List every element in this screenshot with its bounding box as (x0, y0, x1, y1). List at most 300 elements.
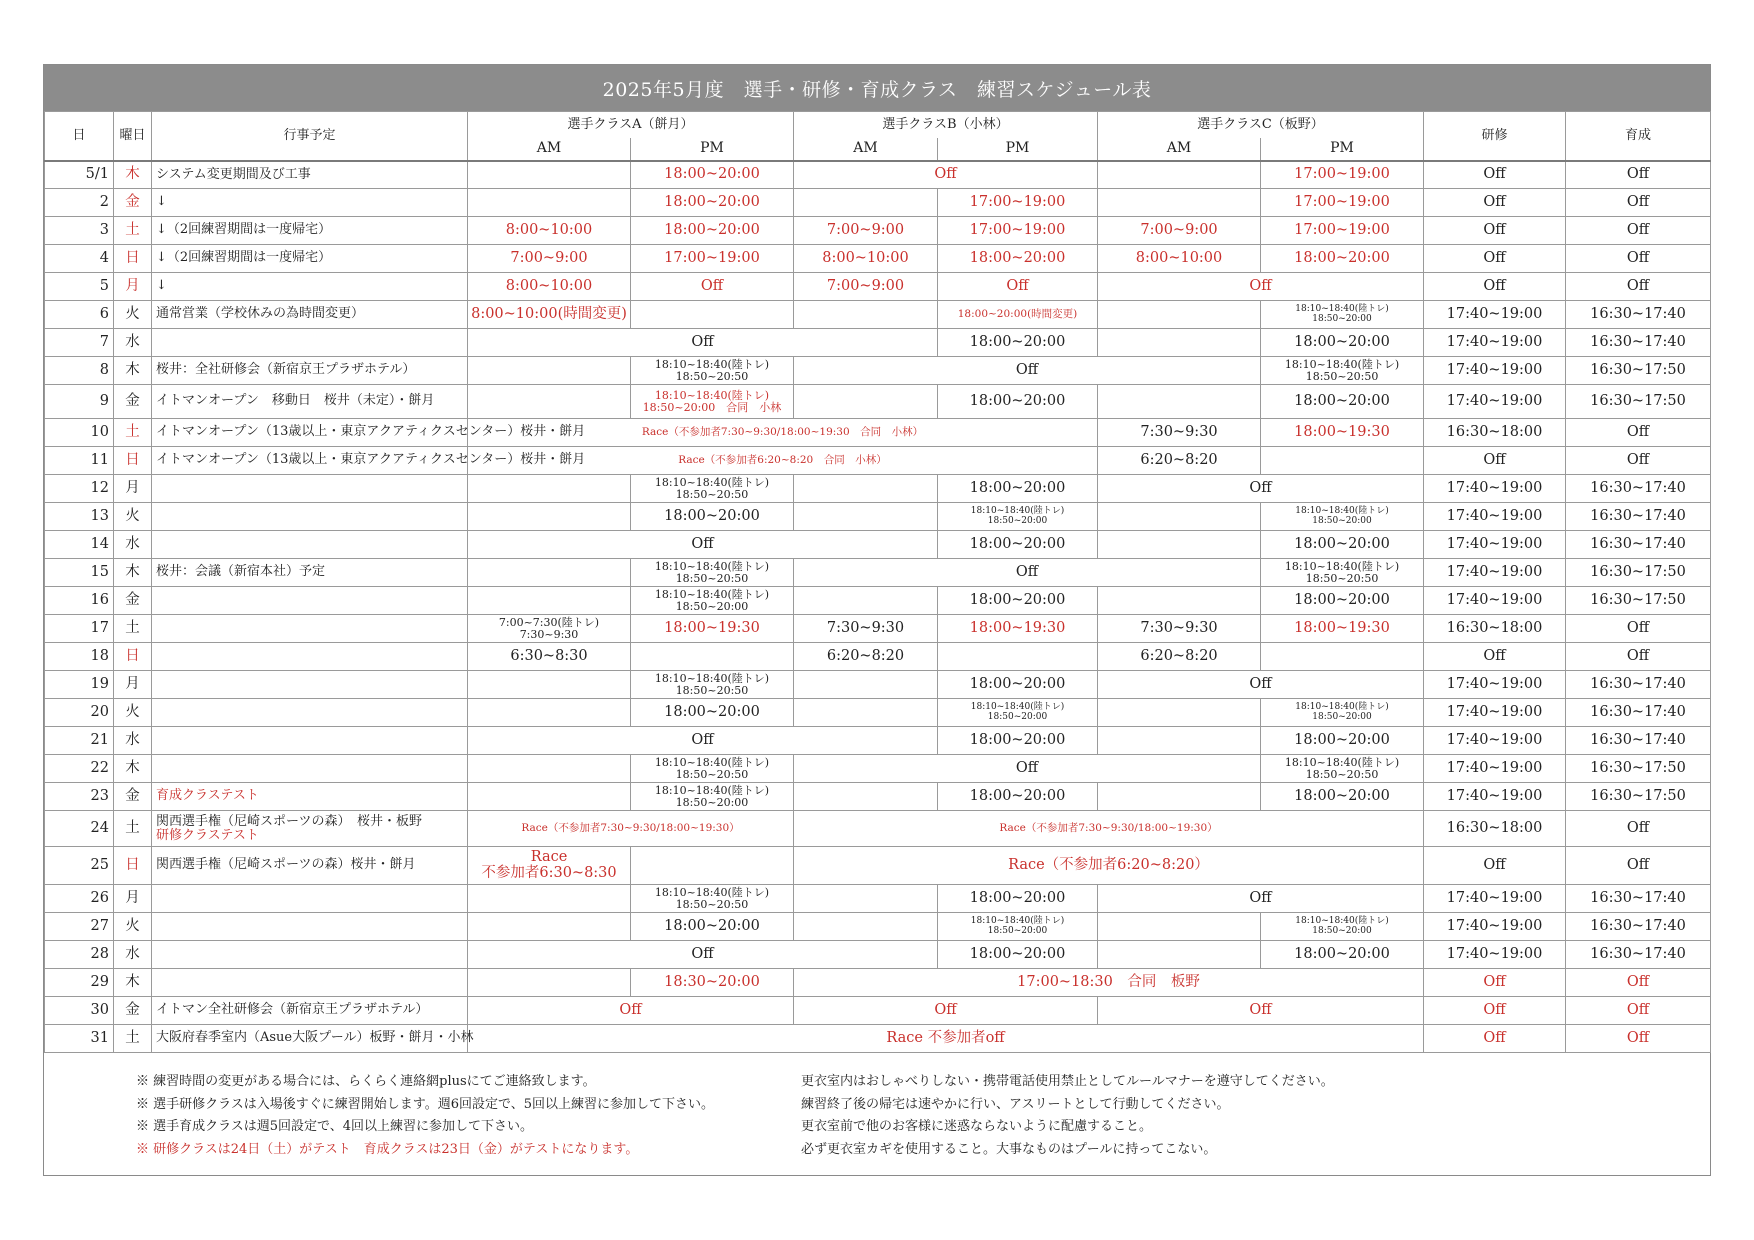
cell-c-am (1098, 913, 1261, 941)
cell-development: Off (1566, 273, 1711, 301)
cell-training: 17:40~19:00 (1424, 913, 1566, 941)
table-row (45, 969, 1711, 997)
cell-training: 17:40~19:00 (1424, 475, 1566, 503)
cell-line: 18:10~18:40(陸トレ) (1295, 506, 1389, 517)
table-row (45, 217, 1711, 245)
cell-event: ↓ (152, 189, 468, 217)
header-a-am: AM (468, 138, 631, 161)
table-header (45, 112, 1711, 161)
notes-section (44, 1065, 1710, 1175)
cell-a-am (468, 475, 631, 503)
cell-weekday: 木 (114, 755, 152, 783)
cell-training: 17:40~19:00 (1424, 559, 1566, 587)
cell-b-am (794, 475, 938, 503)
cell-weekday: 月 (114, 885, 152, 913)
cell-development: 16:30~17:40 (1566, 475, 1711, 503)
page-title: 2025年5月度 選手・研修・育成クラス 練習スケジュール表 (44, 65, 1710, 111)
cell-b-pm: 18:00~19:30 (938, 615, 1098, 643)
cell-day: 16 (45, 587, 114, 615)
cell-development: 16:30~17:40 (1566, 727, 1711, 755)
cell-day: 8 (45, 357, 114, 385)
cell-event (152, 699, 468, 727)
cell-a-am (468, 559, 631, 587)
cell-weekday: 金 (114, 189, 152, 217)
cell-c-am (1098, 941, 1261, 969)
cell-b-pm: 18:00~20:00 (938, 329, 1098, 357)
cell-development: Off (1566, 245, 1711, 273)
cell-weekday: 土 (114, 419, 152, 447)
cell-a-am (468, 699, 631, 727)
cell-day: 31 (45, 1025, 114, 1053)
cell-day: 14 (45, 531, 114, 559)
cell-weekday: 土 (114, 1025, 152, 1053)
cell-a-pm (631, 671, 794, 699)
cell-line: 18:10~18:40(陸トレ) (970, 506, 1065, 517)
cell-line: 18:10~18:40(陸トレ) (1284, 559, 1400, 573)
cell-c-pm: 17:00~19:00 (1261, 217, 1424, 245)
cell-line: 18:50~20:50 (675, 897, 749, 911)
cell-b-pm: 18:00~20:00 (938, 783, 1098, 811)
cell-line: 18:50~20:00 (1312, 515, 1372, 526)
cell-a-pm (631, 385, 794, 419)
cell-c-am (1098, 503, 1261, 531)
cell-a-pm (631, 643, 794, 671)
cell-training: Off (1424, 245, 1566, 273)
cell-line: 18:50~20:50 (675, 369, 749, 383)
table-row (45, 913, 1711, 941)
cell-weekday: 金 (114, 783, 152, 811)
cell-c-pm: 18:00~20:00 (1261, 245, 1424, 273)
cell-weekday: 月 (114, 475, 152, 503)
header-class-a: 選手クラスA（餅月） (468, 112, 794, 138)
cell-a-am: 8:00~10:00(時間変更) (468, 301, 631, 329)
cell-line: 7:00~7:30(陸トレ) (498, 615, 600, 629)
cell-a-pm: 18:00~20:00 (631, 161, 794, 189)
cell-c-am (1098, 329, 1261, 357)
cell-development: 16:30~17:40 (1566, 941, 1711, 969)
cell-a-pm: 18:30~20:00 (631, 969, 794, 997)
header-training: 研修 (1424, 112, 1566, 161)
cell-c-pm (1261, 643, 1424, 671)
header-development: 育成 (1566, 112, 1711, 161)
cell-b-pm (938, 643, 1098, 671)
cell-line: 18:10~18:40(陸トレ) (654, 587, 770, 601)
cell-race: Race（不参加者7:30~9:30/18:00~19:30 合同 小林） (468, 419, 1098, 447)
cell-c-am (1098, 587, 1261, 615)
cell-day: 11 (45, 447, 114, 475)
cell-weekday: 日 (114, 447, 152, 475)
cell-c-pm (1261, 503, 1424, 531)
cell-a-am (468, 885, 631, 913)
cell-training: 17:40~19:00 (1424, 885, 1566, 913)
cell-day: 29 (45, 969, 114, 997)
cell-day: 17 (45, 615, 114, 643)
cell-event (152, 671, 468, 699)
cell-line: 18:50~20:50 (675, 767, 749, 781)
cell-weekday: 木 (114, 357, 152, 385)
cell-a-pm (631, 301, 794, 329)
table-row (45, 559, 1711, 587)
cell-b-am (794, 385, 938, 419)
cell-development: Off (1566, 447, 1711, 475)
cell-event: 育成クラステスト (152, 783, 468, 811)
cell-day: 27 (45, 913, 114, 941)
cell-event (152, 755, 468, 783)
cell-c-merged: Off (1098, 997, 1424, 1025)
cell-a-pm: 18:00~20:00 (631, 217, 794, 245)
cell-day: 20 (45, 699, 114, 727)
cell-line: 18:50~20:50 (1305, 571, 1379, 585)
cell-event (152, 475, 468, 503)
cell-a-am (468, 969, 631, 997)
cell-event: 桜井：会議（新宿本社）予定 (152, 559, 468, 587)
table-row (45, 419, 1711, 447)
cell-day: 12 (45, 475, 114, 503)
cell-b-am (794, 913, 938, 941)
cell-line: 18:10~18:40(陸トレ) (654, 755, 770, 769)
cell-a-pm: 18:00~20:00 (631, 503, 794, 531)
cell-training: Off (1424, 189, 1566, 217)
cell-b-pm: Off (938, 273, 1098, 301)
cell-weekday: 金 (114, 587, 152, 615)
cell-line: 18:10~18:40(陸トレ) (970, 916, 1065, 927)
table-row (45, 273, 1711, 301)
cell-day: 13 (45, 503, 114, 531)
note-item: 必ず更衣室カギを使用すること。大事なものはプールに持ってこない。 (801, 1141, 1217, 1157)
cell-day: 3 (45, 217, 114, 245)
cell-c-pm: 18:00~20:00 (1261, 727, 1424, 755)
cell-event: イトマンオープン（13歳以上・東京アクアティクスセンター）桜井・餅月 (152, 447, 468, 475)
cell-development: 16:30~17:40 (1566, 885, 1711, 913)
cell-b-pm: 17:00~19:00 (938, 189, 1098, 217)
cell-day: 23 (45, 783, 114, 811)
cell-day: 4 (45, 245, 114, 273)
cell-a-pm (631, 847, 794, 885)
cell-development: Off (1566, 419, 1711, 447)
cell-a-am: 6:30~8:30 (468, 643, 631, 671)
cell-event (152, 913, 468, 941)
cell-a-am (468, 671, 631, 699)
cell-training: Off (1424, 273, 1566, 301)
cell-a-am (468, 385, 631, 419)
cell-day: 25 (45, 847, 114, 885)
cell-a-pm: 18:00~19:30 (631, 615, 794, 643)
cell-a-merged: Off (468, 997, 794, 1025)
cell-c-am (1098, 699, 1261, 727)
cell-development: 16:30~17:40 (1566, 531, 1711, 559)
cell-event (152, 531, 468, 559)
cell-a-am (468, 755, 631, 783)
cell-c-pm: 18:00~20:00 (1261, 329, 1424, 357)
cell-a-pm (631, 357, 794, 385)
cell-a-pm (631, 755, 794, 783)
cell-weekday: 木 (114, 969, 152, 997)
note-item: 更衣室内はおしゃべりしない・携帯電話使用禁止としてルールマナーを遵守してください。 (801, 1074, 1334, 1089)
cell-b-merged: Off (794, 161, 1098, 189)
cell-c-am (1098, 783, 1261, 811)
cell-development: Off (1566, 811, 1711, 847)
cell-day: 19 (45, 671, 114, 699)
cell-training: 17:40~19:00 (1424, 587, 1566, 615)
cell-b-am: 6:20~8:20 (794, 643, 938, 671)
cell-a-am (468, 161, 631, 189)
cell-a-am (468, 503, 631, 531)
cell-event: イトマンオープン 移動日 桜井（未定）・餅月 (152, 385, 468, 419)
table-row (45, 447, 1711, 475)
cell-development: 16:30~17:40 (1566, 671, 1711, 699)
cell-b-merged: Off (794, 755, 1261, 783)
cell-weekday: 水 (114, 941, 152, 969)
cell-b-pm: 18:00~20:00 (938, 941, 1098, 969)
cell-c-pm: 18:00~20:00 (1261, 531, 1424, 559)
cell-b-merged: Off (794, 559, 1261, 587)
cell-training: 16:30~18:00 (1424, 419, 1566, 447)
cell-weekday: 木 (114, 161, 152, 189)
cell-training: 17:40~19:00 (1424, 727, 1566, 755)
cell-c-merged: Off (1098, 273, 1424, 301)
header-a-pm: PM (631, 138, 794, 161)
cell-training: Off (1424, 847, 1566, 885)
table-row (45, 847, 1711, 885)
cell-b-pm: 18:00~20:00 (938, 727, 1098, 755)
cell-weekday: 月 (114, 273, 152, 301)
cell-a-am (468, 357, 631, 385)
cell-b-pm: 18:00~20:00 (938, 671, 1098, 699)
cell-line: 18:10~18:40(陸トレ) (1295, 304, 1389, 315)
cell-event: ↓ (152, 273, 468, 301)
cell-training: 17:40~19:00 (1424, 329, 1566, 357)
cell-c-pm (1261, 755, 1424, 783)
cell-b-pm: 18:00~20:00 (938, 385, 1098, 419)
cell-development: Off (1566, 997, 1711, 1025)
cell-training: Off (1424, 1025, 1566, 1053)
table-row (45, 503, 1711, 531)
cell-event (152, 587, 468, 615)
cell-training: 17:40~19:00 (1424, 531, 1566, 559)
cell-c-merged: Off (1098, 475, 1424, 503)
cell-c-am: 7:30~9:30 (1098, 615, 1261, 643)
cell-event: イトマンオープン（13歳以上・東京アクアティクスセンター）桜井・餅月 (152, 419, 468, 447)
cell-c-pm: 17:00~19:00 (1261, 161, 1424, 189)
cell-development: 16:30~17:40 (1566, 329, 1711, 357)
cell-b-am (794, 301, 938, 329)
cell-weekday: 月 (114, 671, 152, 699)
cell-line: 18:10~18:40(陸トレ) (654, 388, 770, 402)
cell-day: 7 (45, 329, 114, 357)
cell-a-pm (631, 587, 794, 615)
cell-a-am (468, 913, 631, 941)
cell-c-pm (1261, 913, 1424, 941)
schedule-table (44, 111, 1711, 1053)
cell-c-am (1098, 531, 1261, 559)
cell-development: Off (1566, 615, 1711, 643)
cell-c-pm (1261, 699, 1424, 727)
cell-development: 16:30~17:50 (1566, 559, 1711, 587)
cell-a-pm (631, 885, 794, 913)
cell-training: 17:40~19:00 (1424, 755, 1566, 783)
cell-event (152, 329, 468, 357)
cell-training: 16:30~18:00 (1424, 811, 1566, 847)
cell-weekday: 木 (114, 559, 152, 587)
cell-training: 17:40~19:00 (1424, 385, 1566, 419)
cell-c-pm: 18:00~20:00 (1261, 783, 1424, 811)
table-row (45, 329, 1711, 357)
cell-event: システム変更期間及び工事 (152, 161, 468, 189)
cell-c-am: 8:00~10:00 (1098, 245, 1261, 273)
cell-b-am: 7:00~9:00 (794, 217, 938, 245)
cell-line: 18:10~18:40(陸トレ) (654, 885, 770, 899)
table-row (45, 997, 1711, 1025)
table-row (45, 357, 1711, 385)
cell-line: 18:50~20:50 (675, 571, 749, 585)
cell-training: Off (1424, 643, 1566, 671)
cell-line: 18:10~18:40(陸トレ) (654, 559, 770, 573)
cell-c-pm: 18:00~20:00 (1261, 587, 1424, 615)
cell-event (152, 885, 468, 913)
cell-line: 18:10~18:40(陸トレ) (970, 702, 1065, 713)
cell-weekday: 火 (114, 913, 152, 941)
cell-line: 18:50~20:00 (1312, 313, 1372, 324)
cell-event (152, 643, 468, 671)
cell-weekday: 金 (114, 997, 152, 1025)
cell-c-am: 7:30~9:30 (1098, 419, 1261, 447)
cell-a-am (468, 587, 631, 615)
cell-development: Off (1566, 189, 1711, 217)
note-item: 練習終了後の帰宅は速やかに行い、アスリートとして行動してください。 (801, 1096, 1230, 1112)
cell-c-pm (1261, 447, 1424, 475)
cell-c-pm (1261, 559, 1424, 587)
cell-training: Off (1424, 447, 1566, 475)
cell-c-am (1098, 727, 1261, 755)
table-row (45, 189, 1711, 217)
cell-event (152, 615, 468, 643)
cell-weekday: 土 (114, 217, 152, 245)
cell-race-bc: Race（不参加者6:20~8:20） (794, 847, 1424, 885)
cell-line: Race (530, 849, 568, 866)
cell-c-am (1098, 301, 1261, 329)
cell-day: 18 (45, 643, 114, 671)
header-class-c: 選手クラスC（板野） (1098, 112, 1424, 138)
cell-b-am (794, 503, 938, 531)
cell-event: 大阪府春季室内（Asue大阪プール）板野・餅月・小林 (152, 1025, 468, 1053)
cell-line: 不参加者6:30~8:30 (481, 864, 617, 881)
cell-a-pm: 17:00~19:00 (631, 245, 794, 273)
cell-day: 26 (45, 885, 114, 913)
cell-c-merged: Off (1098, 671, 1424, 699)
note-item: ※ 練習時間の変更がある場合には、らくらく連絡網plusにてご連絡致します。 (136, 1074, 596, 1089)
cell-line: 18:10~18:40(陸トレ) (1295, 916, 1389, 927)
cell-development: 16:30~17:40 (1566, 503, 1711, 531)
cell-line: 18:50~20:00 (1312, 711, 1372, 722)
cell-c-merged: Off (1098, 885, 1424, 913)
cell-b-am (794, 699, 938, 727)
cell-day: 10 (45, 419, 114, 447)
table-row (45, 385, 1711, 419)
cell-event: イトマン全社研修会（新宿京王プラザホテル） (152, 997, 468, 1025)
cell-c-pm (1261, 301, 1424, 329)
cell-event (152, 811, 468, 847)
cell-training: 16:30~18:00 (1424, 615, 1566, 643)
cell-c-am: 7:00~9:00 (1098, 217, 1261, 245)
cell-c-pm: 18:00~19:30 (1261, 419, 1424, 447)
table-row (45, 301, 1711, 329)
cell-c-pm: 18:00~20:00 (1261, 385, 1424, 419)
note-item: 更衣室前で他のお客様に迷惑ならないように配慮すること。 (801, 1119, 1153, 1134)
table-row (45, 727, 1711, 755)
cell-a-am (468, 615, 631, 643)
cell-day: 5 (45, 273, 114, 301)
cell-b-pm: 18:00~20:00 (938, 245, 1098, 273)
cell-weekday: 土 (114, 615, 152, 643)
cell-day: 30 (45, 997, 114, 1025)
cell-training: 17:40~19:00 (1424, 783, 1566, 811)
cell-a-pm (631, 559, 794, 587)
cell-development: Off (1566, 847, 1711, 885)
cell-c-am (1098, 385, 1261, 419)
cell-weekday: 火 (114, 301, 152, 329)
header-b-am: AM (794, 138, 938, 161)
cell-b-am: 7:00~9:00 (794, 273, 938, 301)
cell-line: 18:50~20:00 (675, 795, 749, 809)
cell-development: 16:30~17:40 (1566, 913, 1711, 941)
cell-training: 17:40~19:00 (1424, 671, 1566, 699)
cell-b-am: 7:30~9:30 (794, 615, 938, 643)
cell-c-am (1098, 161, 1261, 189)
table-row (45, 531, 1711, 559)
cell-line: 18:10~18:40(陸トレ) (654, 671, 770, 685)
cell-development: Off (1566, 643, 1711, 671)
cell-weekday: 火 (114, 699, 152, 727)
cell-race: Race 不参加者off (468, 1025, 1424, 1053)
cell-weekday: 金 (114, 385, 152, 419)
cell-b-am (794, 587, 938, 615)
cell-day: 21 (45, 727, 114, 755)
cell-a-merged: Off (468, 531, 938, 559)
cell-b-am (794, 885, 938, 913)
table-row (45, 587, 1711, 615)
header-weekday: 曜日 (114, 112, 152, 161)
cell-a-pm (631, 475, 794, 503)
cell-day: 6 (45, 301, 114, 329)
cell-b-pm: 18:00~20:00 (938, 475, 1098, 503)
cell-a-pm: 18:00~20:00 (631, 913, 794, 941)
table-row (45, 941, 1711, 969)
cell-a-am: 8:00~10:00 (468, 273, 631, 301)
cell-event (152, 941, 468, 969)
cell-bc-joint: 17:00~18:30 合同 板野 (794, 969, 1424, 997)
cell-event (152, 969, 468, 997)
cell-training: 17:40~19:00 (1424, 357, 1566, 385)
cell-c-am: 6:20~8:20 (1098, 643, 1261, 671)
cell-line: 18:50~20:50 (675, 683, 749, 697)
cell-race: Race（不参加者6:20~8:20 合同 小林） (468, 447, 1098, 475)
cell-c-pm: 18:00~20:00 (1261, 941, 1424, 969)
cell-c-pm: 18:00~19:30 (1261, 615, 1424, 643)
cell-b-merged: Off (794, 357, 1261, 385)
cell-a-pm: 18:00~20:00 (631, 189, 794, 217)
header-class-b: 選手クラスB（小林） (794, 112, 1098, 138)
cell-a-am: 8:00~10:00 (468, 217, 631, 245)
cell-a-pm: Off (631, 273, 794, 301)
cell-line: 18:50~20:00 (987, 711, 1048, 722)
cell-line: 18:50~20:00 (675, 599, 749, 613)
cell-event: ↓（2回練習期間は一度帰宅） (152, 217, 468, 245)
cell-line: 18:50~20:00 (987, 515, 1048, 526)
cell-line: 18:10~18:40(陸トレ) (1284, 755, 1400, 769)
header-c-am: AM (1098, 138, 1261, 161)
cell-event (152, 503, 468, 531)
cell-day: 9 (45, 385, 114, 419)
